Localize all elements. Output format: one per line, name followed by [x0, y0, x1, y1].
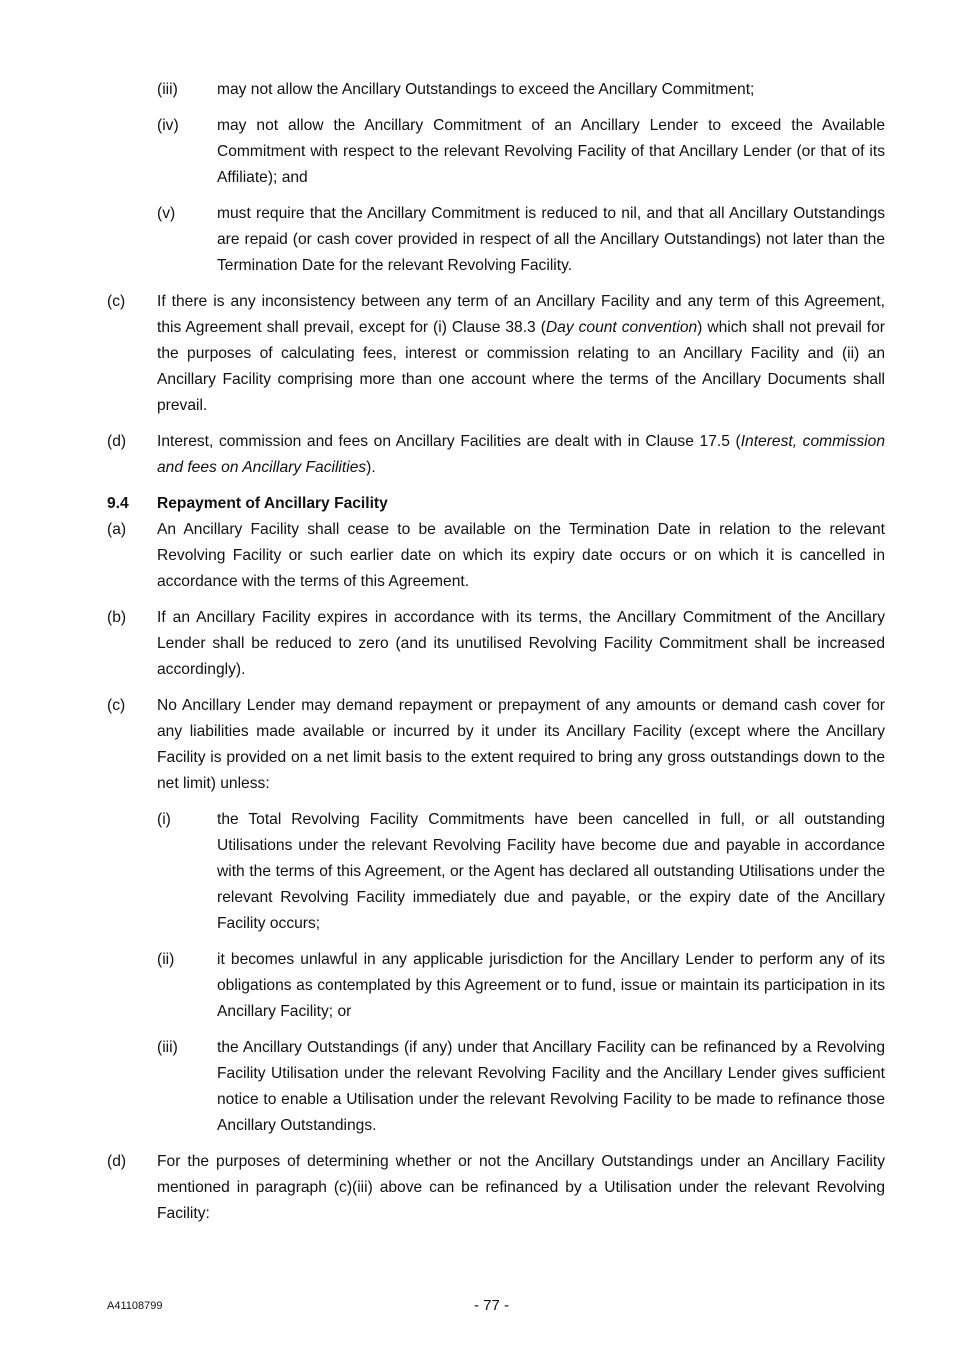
item-label: (a)	[107, 521, 127, 538]
section-number: 9.4	[107, 495, 129, 512]
document-id: A41108799	[107, 1300, 163, 1312]
item-label: (iii)	[157, 1039, 178, 1056]
item-text: the Ancillary Outstandings (if any) under that Ancillary Facility can be refinanced by a Revolving Facility Utilisation under the relevant Revolving Facility and the Ancillary Lender gives sufficient notice to enable a Utilisation under the relevant Revolving Facility to be made to refinance those Ancillary Outstandings.	[217, 1039, 885, 1134]
item-text: If an Ancillary Facility expires in accordance with its terms, the Ancillary Commitment of the Ancillary Lender shall be reduced to zero (and its unutilised Revolving Facility Commitment shall be increased accordingly).	[157, 609, 885, 678]
item-label: (b)	[107, 609, 127, 626]
item-label: (v)	[157, 205, 176, 222]
item-text: If there is any inconsistency between any term of an Ancillary Facility and any term of this Agreement, this Agreement shall prevail, except for (i) Clause 38.3 (Day count convention) which shall not prevail for the purposes of calculating fees, interest or commission relating to an Ancillary Facility and (ii) an Ancillary Facility comprising more than one account where the terms of the Ancillary Documents shall prevail.	[157, 293, 886, 414]
item-label: (iii)	[157, 81, 178, 98]
item-text: the Total Revolving Facility Commitments have been cancelled in full, or all outstanding Utilisations under the relevant Revolving Facility have become due and payable in accordance with the terms of this Agreement, or the Agent has declared all outstanding Utilisations under the relevant Revolving Facility immediately due and payable, or the expiry date of the Ancillary Facility occurs;	[217, 811, 885, 932]
item-label: (d)	[107, 1153, 127, 1170]
item-text: Interest, commission and fees on Ancillary Facilities are dealt with in Clause 17.5 (Interest, commission and fees on Ancillary Facilities).	[157, 433, 885, 476]
item-text: No Ancillary Lender may demand repayment or prepayment of any amounts or demand cash cover for any liabilities made available or incurred by it under its Ancillary Facility (except where the Ancillary Facility is provided on a net limit basis to the extent required to bring any gross outstandings down to the net limit) unless:	[157, 697, 885, 792]
item-text: it becomes unlawful in any applicable jurisdiction for the Ancillary Lender to perform any of its obligations as contemplated by this Agreement or to fund, issue or maintain its participation in its Ancillary Facility; or	[217, 951, 885, 1020]
item-label: (d)	[107, 433, 127, 450]
item-text: may not allow the Ancillary Commitment of an Ancillary Lender to exceed the Available Commitment with respect to the relevant Revolving Facility of that Ancillary Lender (or that of its Affiliate); and	[217, 117, 885, 186]
item-text: An Ancillary Facility shall cease to be available on the Termination Date in relation to the relevant Revolving Facility or such earlier date on which its expiry date occurs or on which it is cancelled in accordance with the terms of this Agreement.	[157, 521, 885, 590]
item-label: (c)	[107, 697, 126, 714]
clause-reference: Interest, commission and fees on Ancillary Facilities	[157, 433, 885, 476]
item-text: must require that the Ancillary Commitment is reduced to nil, and that all Ancillary Outstandings are repaid (or cash cover provided in respect of all the Ancillary Outstandings) not later than the Termination Date for the relevant Revolving Facility.	[217, 205, 885, 274]
page-number: - 77 -	[473, 1297, 509, 1314]
item-label: (i)	[157, 811, 171, 828]
item-label: (c)	[107, 293, 126, 310]
item-text: For the purposes of determining whether or not the Ancillary Outstandings under an Ancillary Facility mentioned in paragraph (c)(iii) above can be refinanced by a Utilisation under the relevant Revolving Facility:	[157, 1153, 885, 1222]
item-label: (iv)	[157, 117, 179, 134]
section-title: Repayment of Ancillary Facility	[157, 495, 388, 512]
item-text: may not allow the Ancillary Outstandings to exceed the Ancillary Commitment;	[217, 81, 755, 98]
item-label: (ii)	[157, 951, 175, 968]
clause-reference: Day count convention	[545, 319, 698, 336]
